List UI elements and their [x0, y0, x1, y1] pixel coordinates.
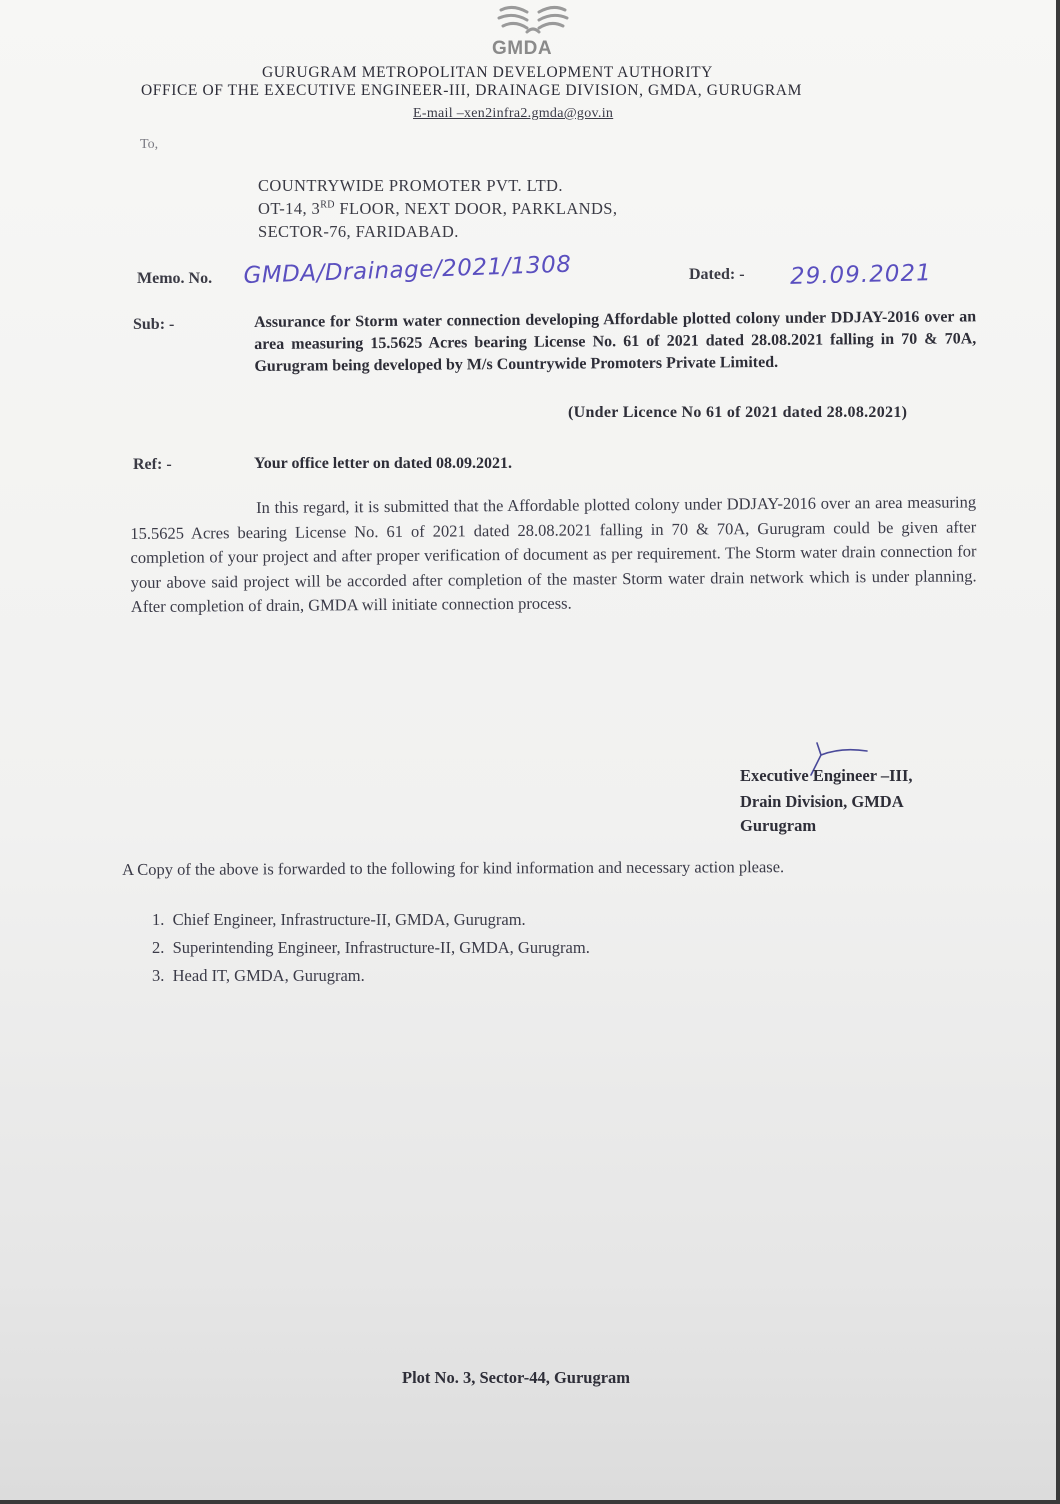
footer-address: Plot No. 3, Sector-44, Gurugram [402, 1368, 631, 1387]
signatory-title: Executive Engineer –III, [740, 766, 913, 785]
addressee-line-3: SECTOR-76, FARIDABAD. [258, 222, 459, 241]
subject-label: Sub: - [133, 316, 175, 333]
body-paragraph: In this regard, it is submitted that the Affordable plotted colony under DDJAY-2016 over an area measuring 15.5625 Acres bearing License No. 61 of 2021 dated 28.08.2021 falling in 70 & 70A, Gurugram could be given after completion of your project and after proper verification of document as per requirement. The Storm water drain connection for your above said project will be accorded after completion of the master Storm water drain network which is under planning. After completion of drain, GMDA will initiate connection process. [130, 492, 977, 616]
addressee-line-1: COUNTRYWIDE PROMOTER PVT. LTD. [258, 176, 563, 195]
email-link[interactable]: E-mail –xen2infra2.gmda@gov.in [413, 106, 614, 121]
dated-label: Dated: - [689, 266, 745, 283]
subject-text: Assurance for Storm water connection developing Affordable plotted colony under DDJAY-2016 over an area measuring 15.5625 Acres bearing License No. 61 of 2021 dated 28.08.2021 falling in 70 & 70A, Gurugram being developed by M/s Countrywide Promoters Private Limited. [254, 308, 977, 375]
reference-text: Your office letter on dated 08.09.2021. [254, 455, 513, 472]
subject-licence: (Under Licence No 61 of 2021 dated 28.08.2021) [568, 404, 908, 421]
signatory-division: Drain Division, GMDA [740, 792, 904, 811]
logo-text: GMDA [492, 38, 553, 59]
memo-label: Memo. No. [137, 270, 213, 287]
copy-intro: A Copy of the above is forwarded to the following for kind information and necessary action please. [122, 857, 785, 879]
org-name: GURUGRAM METROPOLITAN DEVELOPMENT AUTHORITY [262, 64, 713, 81]
list-item: 2. Superintending Engineer, Infrastructure-II, GMDA, Gurugram. [152, 938, 590, 957]
office-name: OFFICE OF THE EXECUTIVE ENGINEER-III, DRAINAGE DIVISION, GMDA, GURUGRAM [141, 82, 802, 99]
list-item: 1. Chief Engineer, Infrastructure-II, GMDA, Gurugram. [152, 910, 526, 929]
addressee-line-2: OT-14, 3RD FLOOR, NEXT DOOR, PARKLANDS, [258, 199, 618, 218]
reference-label: Ref: - [133, 456, 172, 473]
memo-number: GMDA/Drainage/2021/1308 [243, 251, 572, 289]
signatory-city: Gurugram [740, 816, 817, 835]
to-label: To, [140, 137, 159, 152]
memo-date: 29.09.2021 [789, 260, 933, 290]
list-item: 3. Head IT, GMDA, Gurugram. [152, 966, 365, 985]
